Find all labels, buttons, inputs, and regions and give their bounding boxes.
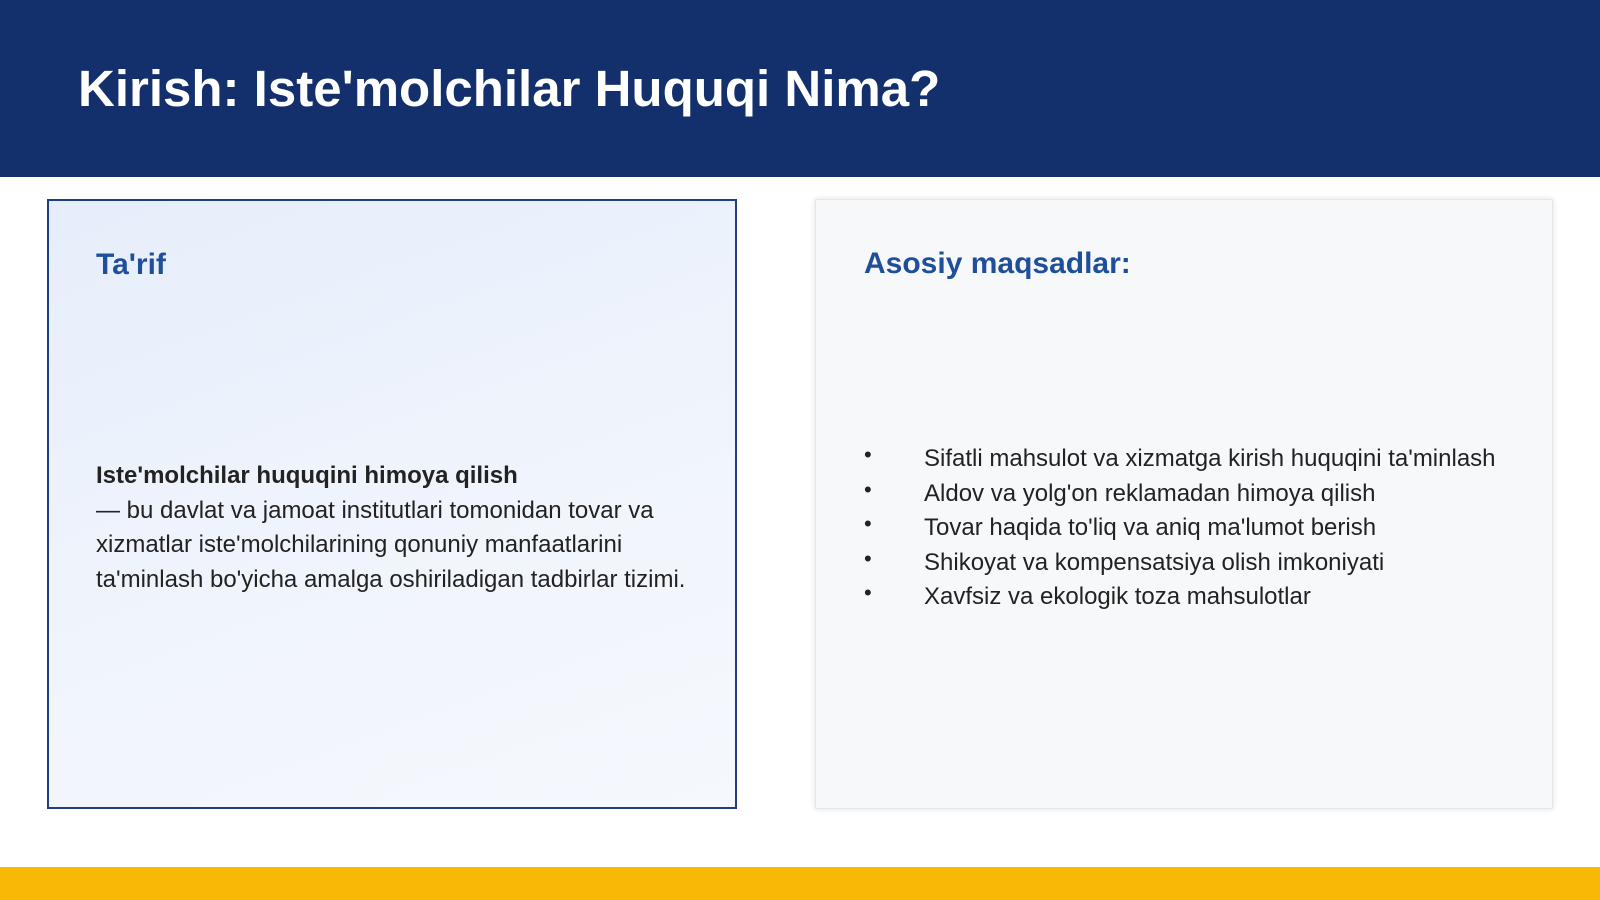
bullet-icon: •	[864, 476, 872, 502]
slide-title: Kirish: Iste'molchilar Huquqi Nima?	[78, 60, 941, 117]
definition-body: — bu davlat va jamoat institutlari tomonidan tovar va xizmatlar iste'molchilarining qonuniy manfaatlarini ta'minlash bo'yicha amalga oshiriladigan tadbirlar tizimi.	[96, 496, 686, 593]
goal-text: Sifatli mahsulot va xizmatga kirish huquqini ta'minlash	[924, 445, 1496, 472]
goals-heading: Asosiy maqsadlar:	[864, 247, 1131, 280]
bullet-icon: •	[864, 545, 872, 571]
goal-item	[864, 442, 1504, 477]
footer-band	[0, 867, 1600, 900]
definition-text	[96, 459, 696, 597]
goal-text: Xavfsiz va ekologik toza mahsulotlar	[924, 583, 1311, 610]
definition-heading: Ta'rif	[96, 248, 166, 281]
goal-text: Aldov va yolg'on reklamadan himoya qilish	[924, 479, 1376, 507]
definition-card	[47, 199, 737, 809]
goals-card	[815, 199, 1553, 809]
goal-item	[864, 580, 1504, 615]
header-band	[0, 0, 1600, 177]
bullet-icon: •	[864, 511, 872, 536]
goal-item	[864, 546, 1504, 581]
goal-item	[864, 511, 1504, 546]
bullet-icon: •	[864, 580, 872, 605]
goals-list	[864, 442, 1504, 615]
bullet-icon: •	[864, 442, 872, 467]
definition-term: Iste'molchilar huquqini himoya qilish	[96, 462, 518, 489]
goal-text: Shikoyat va kompensatsiya olish imkoniyati	[924, 548, 1385, 576]
goal-text: Tovar haqida to'liq va aniq ma'lumot berish	[924, 514, 1377, 541]
goal-item	[864, 477, 1504, 512]
